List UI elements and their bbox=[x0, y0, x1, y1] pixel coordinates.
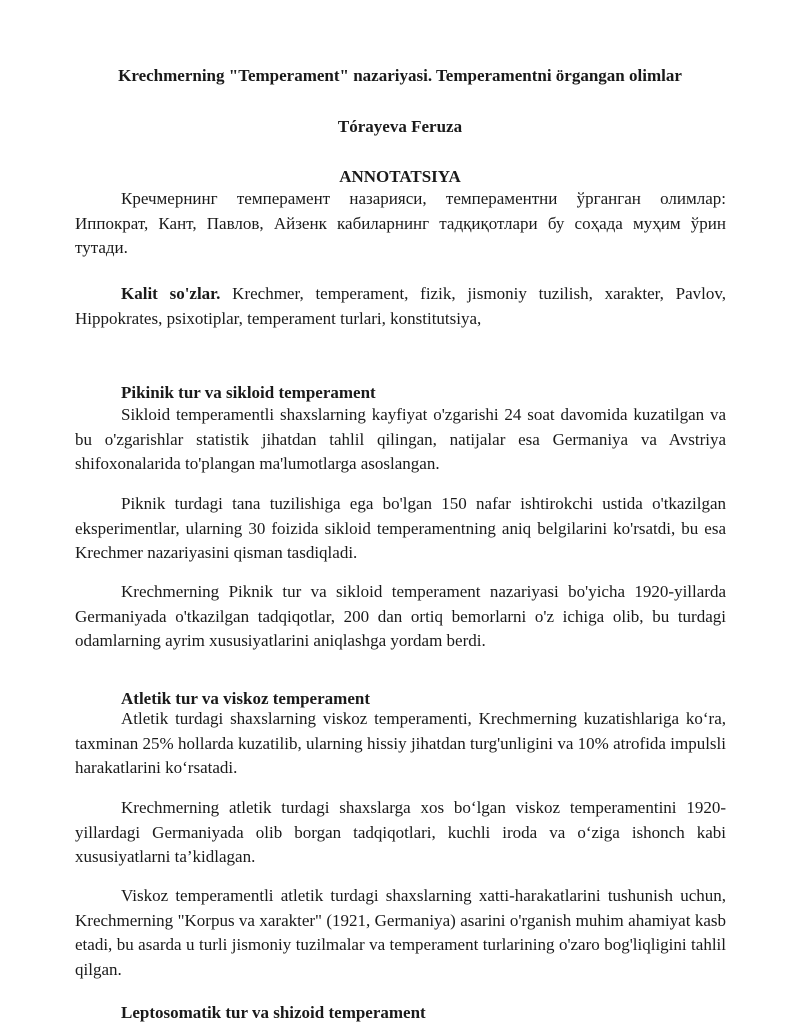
abstract-heading: ANNOTATSIYA bbox=[339, 167, 461, 186]
section-heading: Pikinik tur va sikloid temperament bbox=[121, 383, 376, 402]
section-paragraph: Krechmerning Piknik tur va sikloid temperament nazariyasi bo'yicha 1920-yillarda Germaniyada o'tkazilgan tadqiqotlar, 200 dan ortiq bemorlarni o'z ichiga olib, bu turdagi odamlarning ayrim xususiyatlarini aniqlashga yordam berdi. bbox=[75, 582, 726, 650]
section-paragraph: Viskoz temperamentli atletik turdagi shaxslarning xatti-harakatlarini tushunish uchun, Krechmerning "Korpus va xarakter" (1921, Germaniya) asarini o'rganish muhim ahamiyat kasb etadi, bu asarda u turli jismoniy tuzilmalar va temperament turlarining o'zaro bog'liqligini tahlil qilgan. bbox=[75, 886, 726, 979]
paper-title: Krechmerning "Temperament" nazariyasi. Temperamentni örgangan olimlar bbox=[118, 66, 682, 85]
section-paragraph: Piknik turdagi tana tuzilishiga ega bo'lgan 150 nafar ishtirokchi ustida o'tkazilgan eksperimentlar, ularning 30 foizida sikloid temperamentning aniq belgilarini ko'rsatdi, bu esa Krechmer nazariyasini qisman tasdiqladi. bbox=[75, 494, 726, 562]
keywords-label: Kalit so'zlar. bbox=[121, 284, 221, 303]
keywords-paragraph bbox=[75, 282, 726, 331]
section-paragraph: Krechmerning atletik turdagi shaxslarga xos bo‘lgan viskoz temperamentini 1920-yillardagi Germaniyada olib borgan tadqiqotlari, kuchli iroda va o‘ziga ishonch kabi xususiyatlarni ta’kidlagan. bbox=[75, 798, 726, 866]
abstract-text: Кречмернинг темперамент назарияси, темпераментни ўрганган олимлар: Иппократ, Кант, Павлов, Айзенк кабиларнинг тадқиқотлари бу соҳада муҳим ўрин тутади. bbox=[75, 189, 726, 257]
section-heading: Atletik tur va viskoz temperament bbox=[121, 689, 370, 708]
author-name: Tórayeva Feruza bbox=[337, 117, 463, 136]
section-paragraph: Atletik turdagi shaxslarning viskoz temperamenti, Krechmerning kuzatishlariga ko‘ra, taxminan 25% hollarda kuzatilib, ularning hissiy jihatdan turg'unligini va 10% atrofida impulsli harakatlarini ko‘rsatadi. bbox=[75, 709, 726, 777]
keywords-text: Krechmer, temperament, fizik, jismoniy tuzilish, xarakter, Pavlov, Hippokrates, psixotiplar, temperament turlari, konstitutsiya, bbox=[75, 284, 726, 328]
section-heading: Leptosomatik tur va shizoid temperament bbox=[121, 1003, 426, 1022]
section-paragraph: Sikloid temperamentli shaxslarning kayfiyat o'zgarishi 24 soat davomida kuzatilgan va bu o'zgarishlar statistik jihatdan tahlil qilingan, natijalar esa Germaniya va Avstriya shifoxonalarida to'plangan ma'lumotlarga asoslangan. bbox=[75, 405, 726, 473]
